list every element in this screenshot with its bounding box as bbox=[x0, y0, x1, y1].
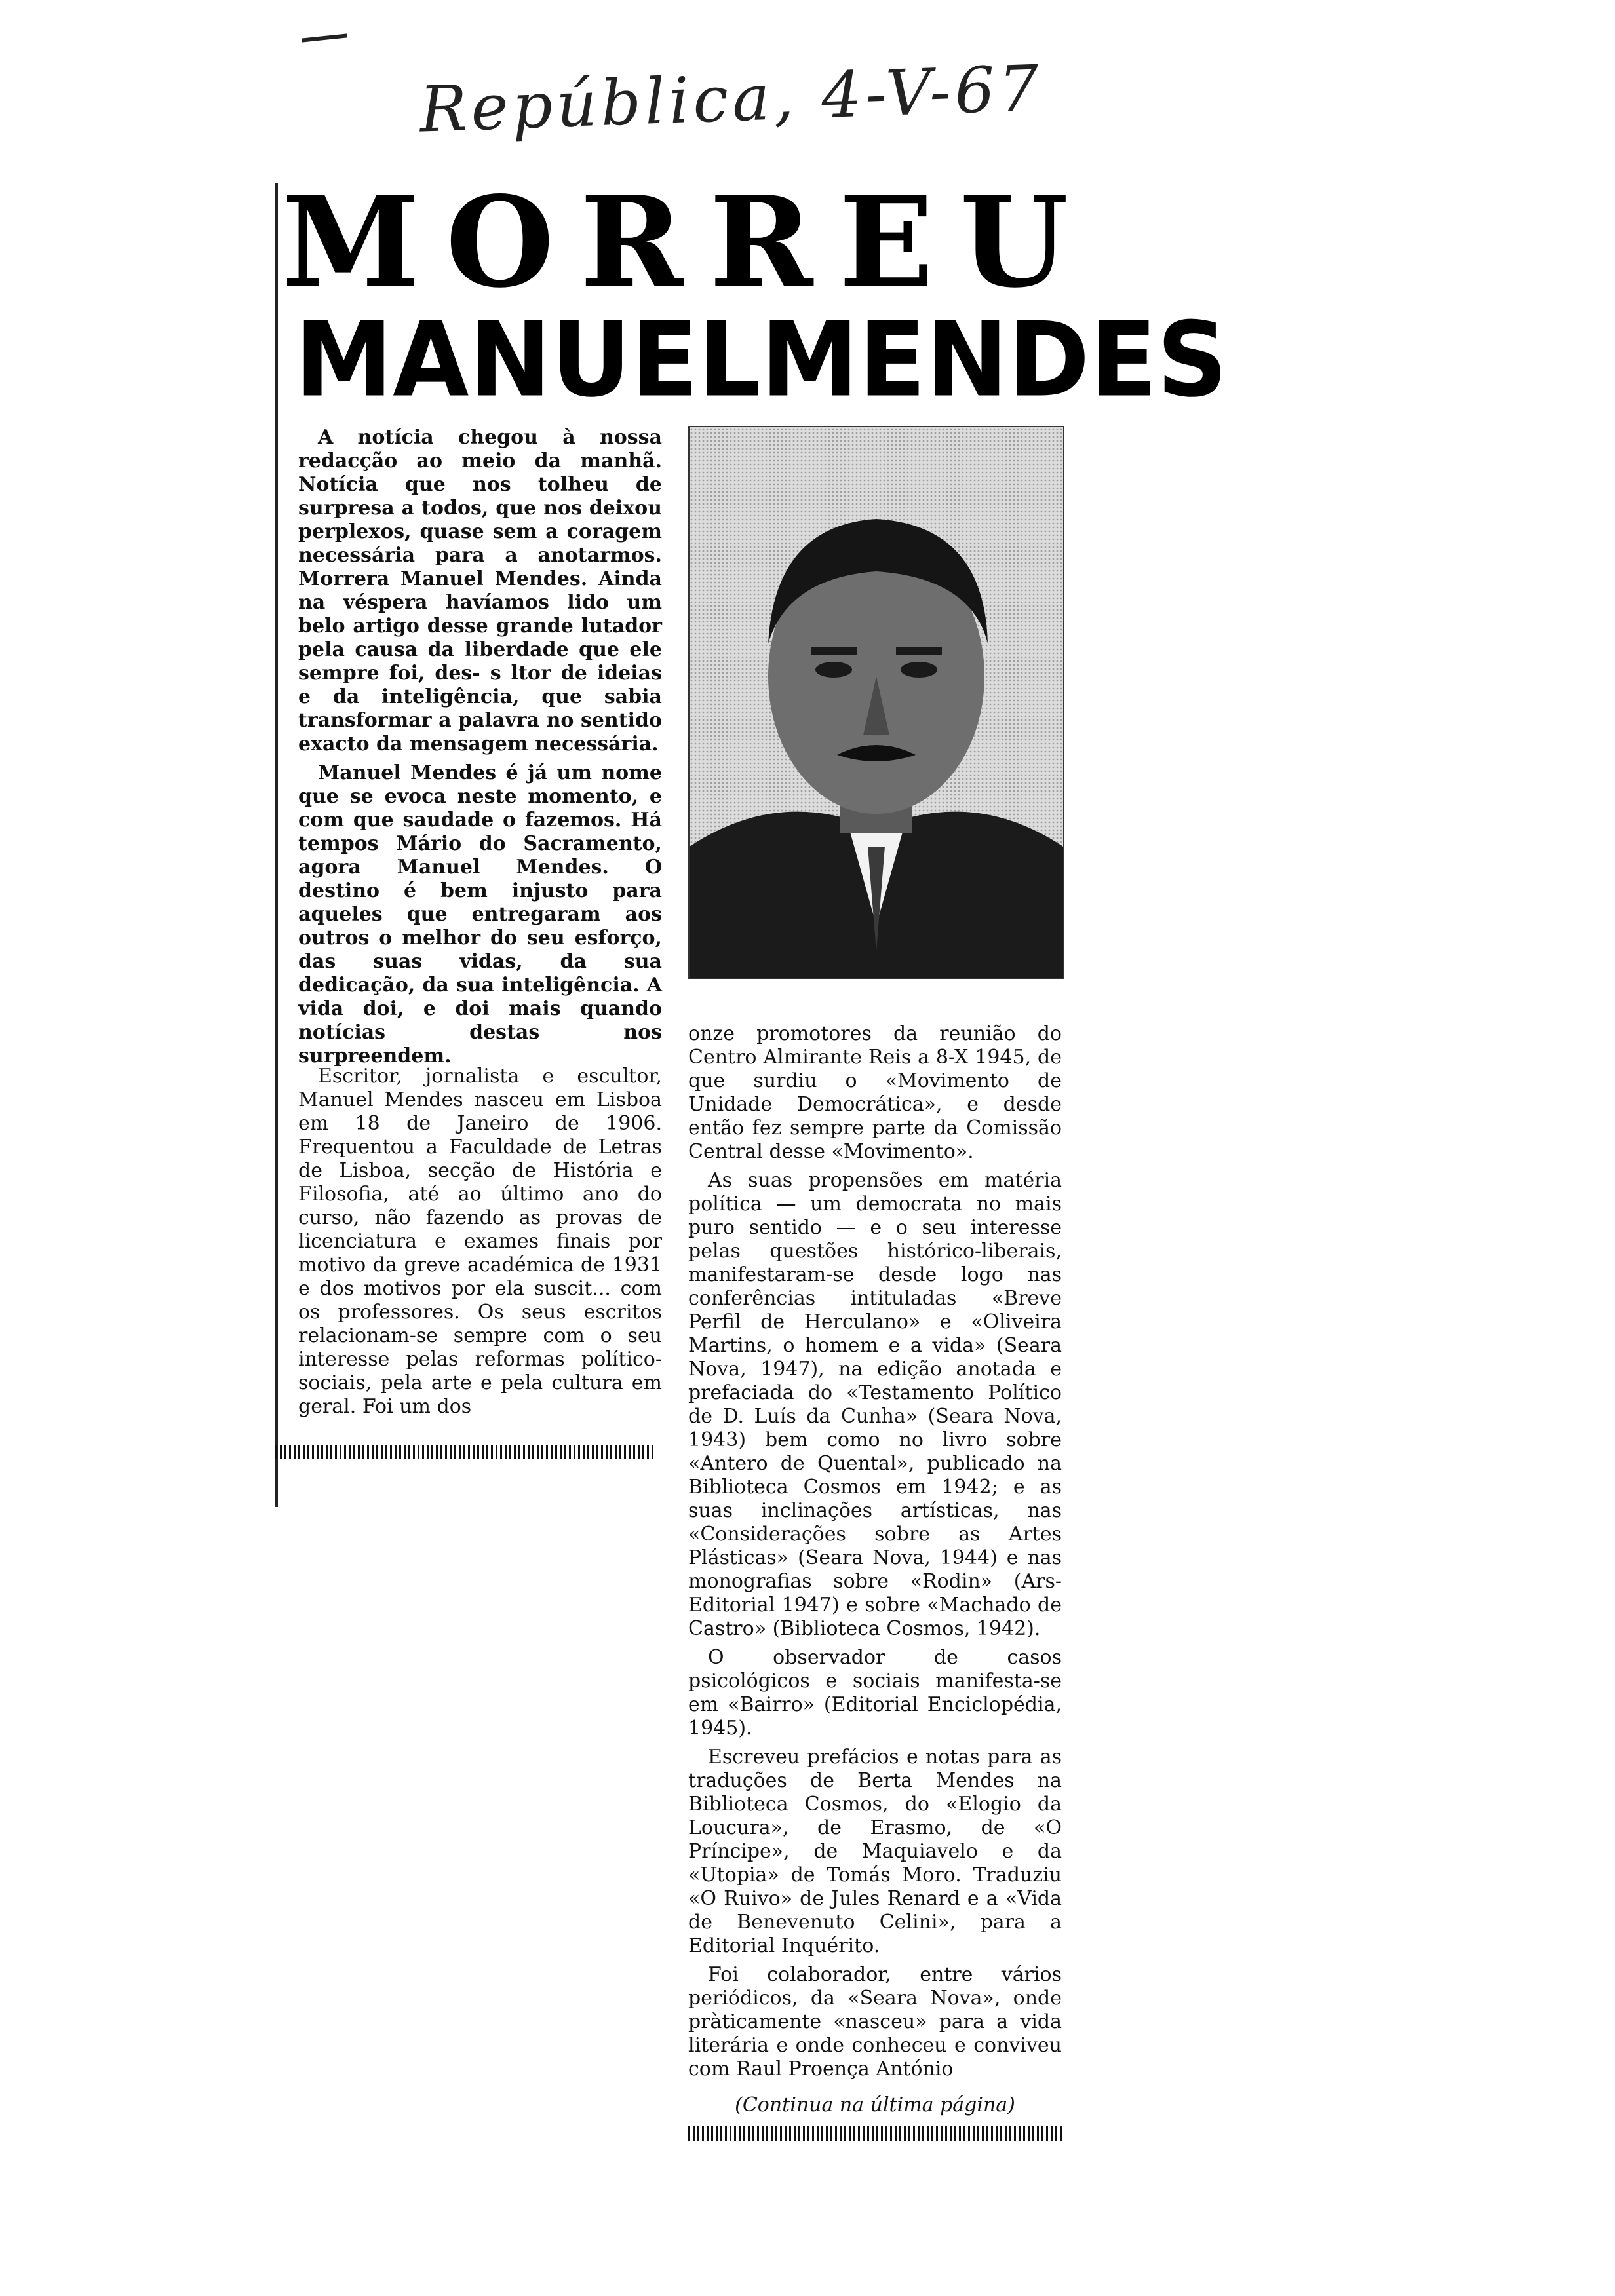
lead-paragraph: Manuel Mendes é já um nome que se evoca neste momento, e com que saudade o fazemos. Há tempos Mário do Sacramento, agora Manuel Mendes. O destino é bem injusto para aqueles que entregaram aos outros o melhor do seu esforço, das suas vidas, da sua dedicação, da sua inteligência. A vida doi, e doi mais quando notícias destas nos surpreendem. bbox=[298, 761, 662, 1067]
column-end-rule bbox=[275, 1445, 655, 1459]
portrait-photo bbox=[688, 426, 1064, 979]
portrait-illustration bbox=[690, 427, 1063, 978]
ink-mark bbox=[302, 33, 347, 42]
column-end-rule bbox=[688, 2126, 1062, 2141]
lead-column bbox=[298, 426, 662, 1073]
body-paragraph: As suas propensões em matéria política — um democrata no mais puro sentido — e o seu interesse pelas questões histórico-liberais, manifestaram-se desde logo nas conferências intituladas «Breve Perfil de Herculano» e «Oliveira Martins, o homem e a vida» (Seara Nova, 1947), na edição anotada e prefaciada do «Testamento Político de D. Luís da Cunha» (Seara Nova, 1943) bem como no livro sobre «Antero de Quental», publicado na Biblioteca Cosmos em 1942; e as suas inclinações artísticas, nas «Considerações sobre as Artes Plásticas» (Seara Nova, 1944) e nas monografias sobre «Rodin» (Ars-Editorial 1947) e sobre «Machado de Castro» (Biblioteca Cosmos, 1942). bbox=[688, 1169, 1062, 1640]
headline-line-1 bbox=[282, 169, 1068, 315]
headline-letter: O bbox=[445, 169, 555, 315]
body-paragraph: onze promotores da reunião do Centro Almirante Reis a 8-X 1945, de que surdiu o «Movimento de Unidade Democrática», e desde então fez sempre parte da Comissão Central desse «Movimento». bbox=[688, 1022, 1062, 1163]
headline-line-2 bbox=[295, 300, 1228, 421]
headline-word-first-name: MANUEL bbox=[295, 300, 761, 421]
continuation-note: (Continua na última página) bbox=[735, 2094, 1015, 2116]
headline-letter: R bbox=[709, 169, 813, 315]
headline-word-last-name: MENDES bbox=[760, 300, 1228, 421]
column-rule bbox=[275, 183, 278, 1507]
body-column-left bbox=[298, 1065, 662, 1424]
headline-letter: M bbox=[282, 169, 420, 315]
lead-paragraph: A notícia chegou à nossa redacção ao meio da manhã. Notícia que nos tolheu de surpresa a todos, que nos deixou perplexos, quase sem a coragem necessária para a anotarmos. Morrera Manuel Mendes. Ainda na véspera havíamos lido um belo artigo desse grande lutador pela causa da liberdade que ele sempre foi, des- s ltor de ideias e da inteligência, que sabia transformar a palavra no sentido exacto da mensagem necessária. bbox=[298, 426, 662, 756]
body-column-right bbox=[688, 1022, 1062, 2086]
body-paragraph: Foi colaborador, entre vários periódicos, da «Seara Nova», onde pràticamente «nasceu» para a vida literária e onde conheceu e conviveu com Raul Proença António bbox=[688, 1963, 1062, 2080]
body-paragraph: Escreveu prefácios e notas para as traduções de Berta Mendes na Biblioteca Cosmos, do «Elogio da Loucura», de Erasmo, de «O Príncipe», de Maquiavelo e da «Utopia» de Tomás Moro. Traduziu «O Ruivo» de Jules Renard e a «Vida de Benevenuto Celini», para a Editorial Inquérito. bbox=[688, 1746, 1062, 1957]
headline-letter: R bbox=[579, 169, 684, 315]
headline-letter: U bbox=[960, 169, 1068, 315]
body-paragraph: O observador de casos psicológicos e sociais manifesta-se em «Bairro» (Editorial Enciclopédia, 1945). bbox=[688, 1646, 1062, 1740]
handwritten-date-note: República, 4-V-67 bbox=[418, 51, 1044, 147]
body-paragraph: Escritor, jornalista e escultor, Manuel Mendes nasceu em Lisboa em 18 de Janeiro de 1906. Frequentou a Faculdade de Letras de Lisboa, secção de História e Filosofia, até ao último ano do curso, não fazendo as provas de licenciatura e exames finais por motivo da greve académica de 1931 e dos motivos por ela suscit... com os professores. Os seus escritos relacionam-se sempre com o seu interesse pelas reformas político-sociais, pela arte e pela cultura em geral. Foi um dos bbox=[298, 1065, 662, 1418]
headline-letter: E bbox=[838, 169, 934, 315]
